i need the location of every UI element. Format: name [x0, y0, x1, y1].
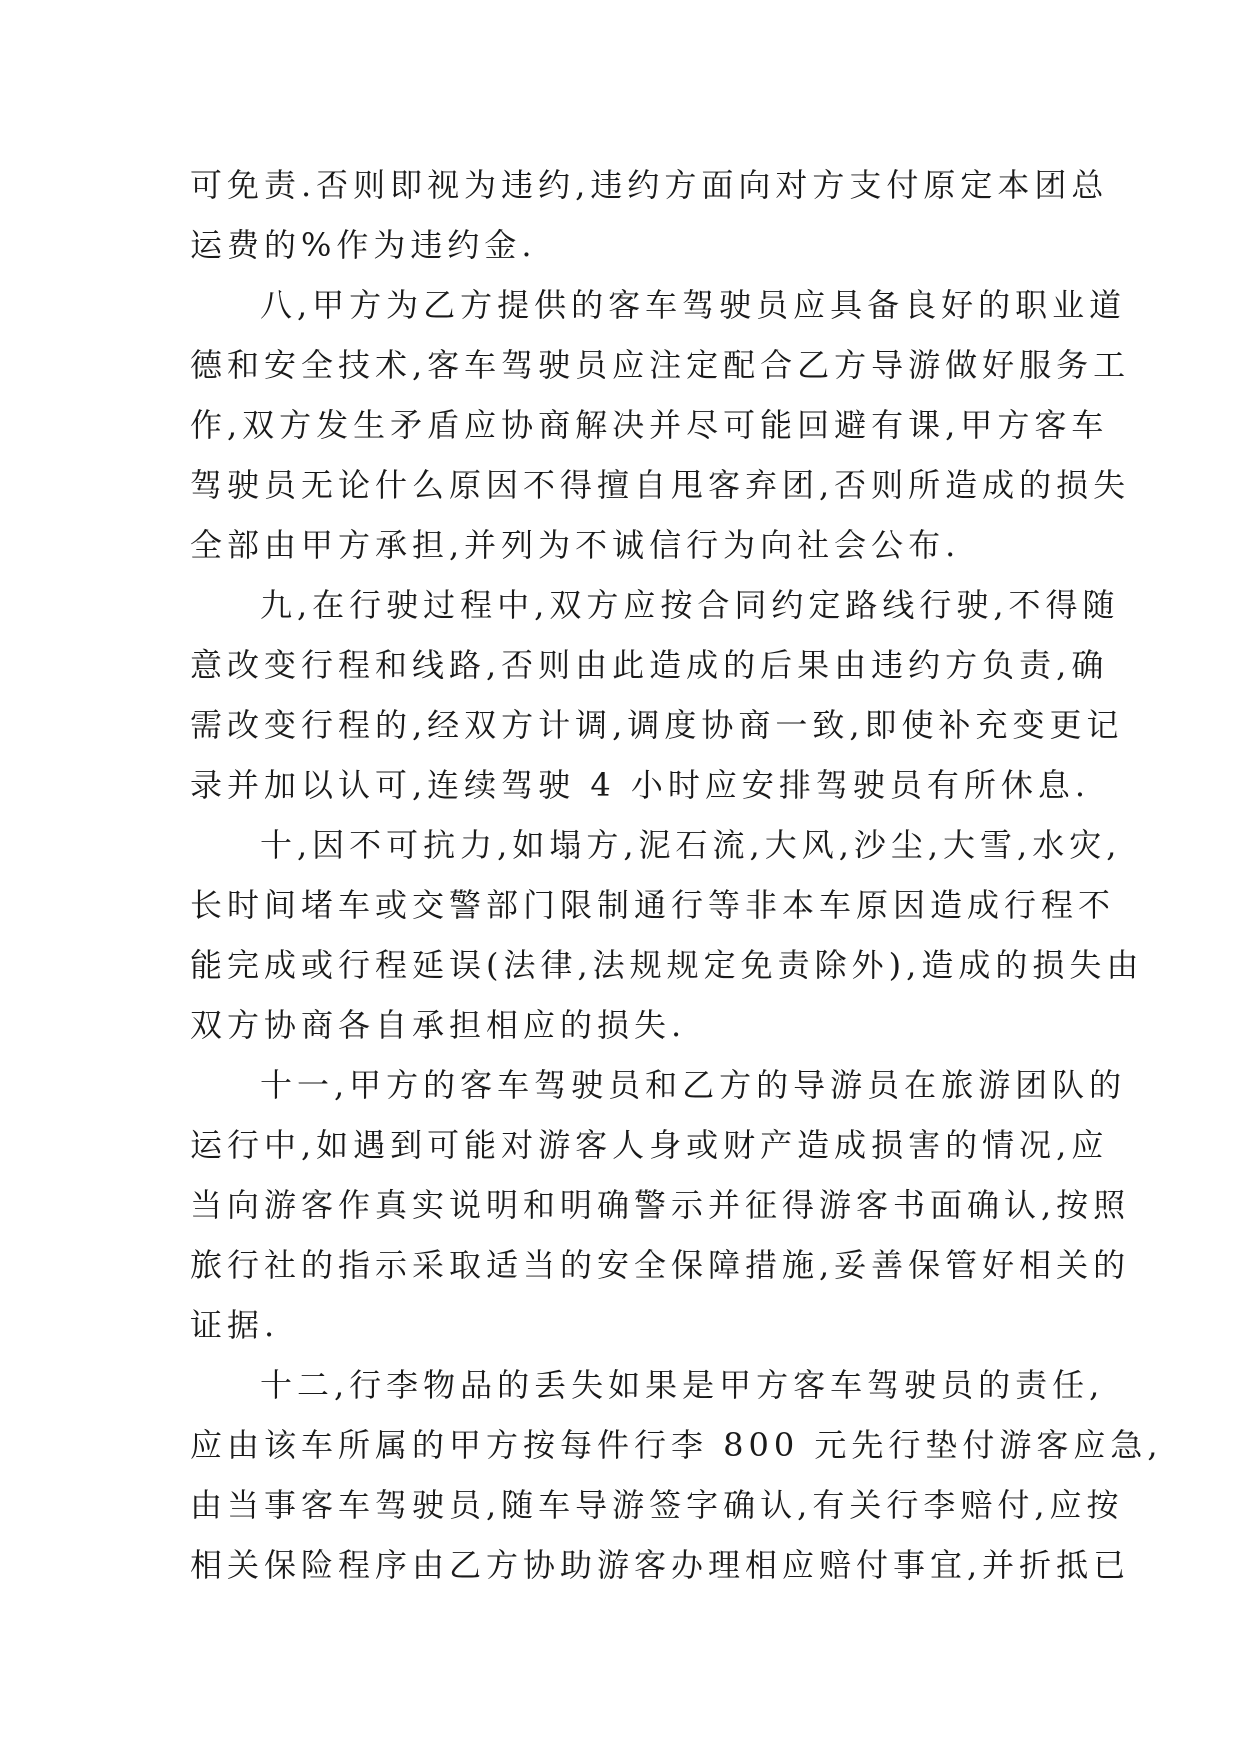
text-line: 九,在行驶过程中,双方应按合同约定路线行驶,不得随	[260, 586, 1120, 624]
text-line: 八,甲方为乙方提供的客车驾驶员应具备良好的职业道	[260, 286, 1127, 324]
paragraph-10	[190, 815, 1144, 1055]
text-line: 运费的%作为违约金.	[190, 226, 537, 264]
text-line: 作,双方发生矛盾应协商解决并尽可能回避有课,甲方客车	[190, 406, 1109, 444]
text-line: 应由该车所属的甲方按每件行李 800 元先行垫付游客应急,	[190, 1426, 1163, 1464]
text-line: 证据.	[190, 1306, 280, 1344]
paragraph-9	[190, 575, 1124, 815]
text-line: 十一,甲方的客车驾驶员和乙方的导游员在旅游团队的	[260, 1066, 1127, 1104]
text-line: 运行中,如遇到可能对游客人身或财产造成损害的情况,应	[190, 1126, 1109, 1164]
text-line: 双方协商各自承担相应的损失.	[190, 1006, 687, 1044]
text-line: 德和安全技术,客车驾驶员应注定配合乙方导游做好服务工	[190, 346, 1131, 384]
text-line: 相关保险程序由乙方协助游客办理相应赔付事宜,并折抵已	[190, 1546, 1131, 1584]
text-line: 长时间堵车或交警部门限制通行等非本车原因造成行程不	[190, 886, 1116, 924]
text-line: 能完成或行程延误(法律,法规规定免责除外),造成的损失由	[190, 946, 1144, 984]
paragraph-12	[190, 1355, 1163, 1595]
text-line: 可免责.否则即视为违约,违约方面向对方支付原定本团总	[190, 166, 1109, 204]
text-line: 意改变行程和线路,否则由此造成的后果由违约方负责,确	[190, 646, 1109, 684]
text-line: 十二,行李物品的丢失如果是甲方客车驾驶员的责任,	[260, 1366, 1105, 1404]
text-line: 需改变行程的,经双方计调,调度协商一致,即使补充变更记	[190, 706, 1124, 744]
text-line: 由当事客车驾驶员,随车导游签字确认,有关行李赔付,应按	[190, 1486, 1124, 1524]
text-line: 十,因不可抗力,如塌方,泥石流,大风,沙尘,大雪,水灾,	[260, 826, 1122, 864]
text-line: 旅行社的指示采取适当的安全保障措施,妥善保管好相关的	[190, 1246, 1131, 1284]
paragraph-7-continued	[190, 155, 1109, 275]
text-line: 录并加以认可,连续驾驶 4 小时应安排驾驶员有所休息.	[190, 766, 1091, 804]
text-line: 全部由甲方承担,并列为不诚信行为向社会公布.	[190, 526, 961, 564]
paragraph-11	[190, 1055, 1131, 1355]
document-body	[190, 155, 1163, 1595]
text-line: 当向游客作真实说明和明确警示并征得游客书面确认,按照	[190, 1186, 1131, 1224]
text-line: 驾驶员无论什么原因不得擅自甩客弃团,否则所造成的损失	[190, 466, 1131, 504]
paragraph-8	[190, 275, 1131, 575]
